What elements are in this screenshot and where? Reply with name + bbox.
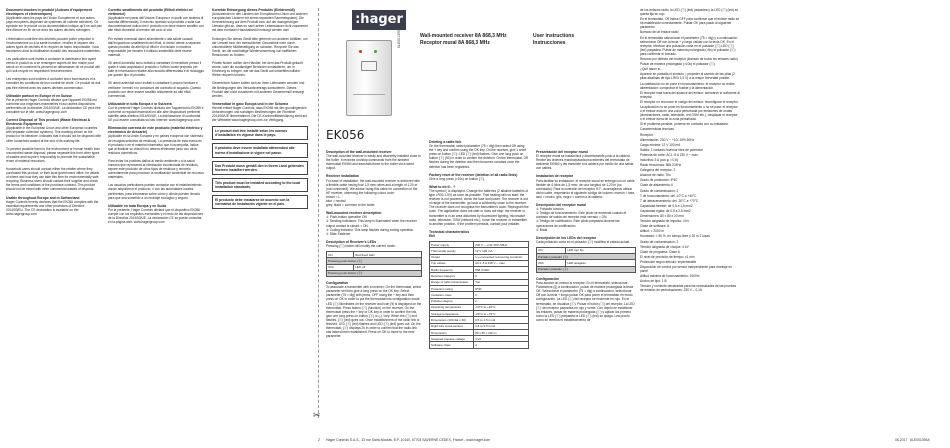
text-line: La aplicación no se pone en funcionamiento o no se para: el receptor o el emisor está en una zona perturbada por emisiones de ondas (iluminaciones, radio, televisión, red GSM etc.), desplazar el receptor o el emisor fuera de la zona perturbada.	[640, 104, 738, 122]
table-cell: OFF	[327, 264, 354, 270]
table-cell: Red fixed LED	[354, 251, 422, 257]
text-line: Disposición de control por sensor independiente para montaje en panel	[640, 264, 732, 274]
section-text: Give a long press (>10s) on button (Ⓘ).	[429, 176, 486, 181]
text-block	[212, 161, 308, 175]
table-cell: ON	[537, 247, 566, 253]
section-text: (Applicable dans les pays de l'Union Européenne et aux autres pays européens disposant de systèmes de collecte sélective). Ce symbole sur le produit ou sa documentation indique qu'il ne doit pas être éliminé en fin de vie avec les autres déchets ménagers.	[6, 16, 102, 33]
footer-address: Hager Controls S.A.S., 33 rue Saint-Nicolas, B.P. 10140, 67703 SAVERNE CEDEX, France - www.hager.com	[326, 438, 491, 442]
table-row	[430, 342, 529, 348]
section-heading: What to do if... ?	[429, 184, 456, 189]
list-item: ① Pulsador función	[536, 207, 564, 212]
text-block	[6, 8, 102, 33]
column-english-troubleshooting	[429, 140, 529, 353]
section-text: (Applicable in the European Union and other European countries with separate collection systems). This marking shown on the product or its literature, indicates that it should not be disposed with other household wasted at the end of its working life.	[6, 126, 101, 143]
text-block	[6, 94, 102, 114]
table-cell: Dimensions	[430, 329, 474, 335]
receiver-device-illustration	[346, 40, 392, 116]
text-block	[6, 37, 102, 53]
text-line: El receptor está fuera del alcance del emisor: acercarse lo suficiente al receptor.	[640, 90, 740, 99]
title-english: Wall-mounted receiver 8A 868,3 MHz	[420, 33, 507, 39]
list-item: ② Sending indicators: This lamp is illuminated when the receiver output contact is closed = ON.	[326, 219, 417, 228]
text-line: Grado de protección: IP40	[640, 178, 678, 183]
text-block	[108, 61, 204, 77]
text-line: Retorno por defecto del receptor (borrado de todos los enlaces radio)	[640, 57, 738, 62]
footer-date-code	[895, 438, 930, 442]
text-line: de los enlaces radio, la LED (Ⓘ) (led) parpadea y la LED (Ⓘ) (led) se queda fija en rojo.	[640, 8, 739, 17]
list-item: ② Testigo de funcionamiento. Este piloto se enciende cuando el contacto de salida del receptor está cerrado = ON.	[536, 211, 627, 220]
section-text: El producto debe instalarse de acuerdo con la normativa de instalación vigente en el país.	[215, 198, 290, 207]
section-text: On the thermostat, select parameter (75 = dig) then select Off using the + key and confirm using the OK key. On the receiver, give 1 short press on button (Ⓘ): LED (Ⓘ) (led) flashes. Give one long push on button (Ⓘ) (50) in order to confirm the deletion. On the thermostat, Off flashes during the deletion and then becomes constant once the deletion has been registered.	[429, 144, 528, 169]
section-heading: Descripción del receptor mural	[536, 203, 586, 208]
section-text: L'élimination contrôlée des déchets pouvant porter préjudice à l'environnement ou à la santé humaine, veuillez le séparer des autres types de déchets et le recycler de façon responsable. Vous favoriserez ainsi la réutilisation durable des ressources matérielles.	[6, 36, 101, 53]
section-heading: Description of Receiver's LEDs	[326, 239, 377, 244]
scissors-icon: ✂	[313, 410, 321, 420]
table-cell: Output	[430, 254, 474, 260]
table-cell: Insulation class	[430, 292, 474, 298]
text-block	[212, 37, 308, 57]
section-text: Par la présente Hager Controls déclare que l'appareil EK056 est conforme aux exigences essentielles et aux autres dispositions pertinentes de la directive 2014/53/UE. La déclaration CE peut être consultée sur le site: www.hagergroup.com	[6, 97, 101, 114]
side-code: 6LE001395A	[397, 27, 401, 48]
text-line: Clase de aislamiento: II	[640, 183, 674, 188]
section-heading: Configuración	[536, 277, 559, 281]
text-line: En el termostato seleccionar el parámetro (75 = dig) y a continuación seleccionar Off con la tecla + y luego validar con la tecla OK. En el receptor, efectuar una pulsación corta en el pulsador (Ⓘ) LED (Ⓘ) (led) parpadea. Pulsar de manera prolongada (>5s) el pulsador (Ⓘ) para confirmar el borrado.	[640, 35, 738, 56]
text-block	[6, 167, 102, 192]
section-text: The symbol ¦ is displayed: Change the batteries (2 alkaline batteries of type LR03 1.5V) as soon as possible. That heating will not start: the receiver is not powered, check the fuse and power. The receiver is out of range of the transmitter, go back a sufficiently close to the receiver. The receiver does not recognise the transmitter's code: Reprogram the code. The application does not start or does not stop: the receiver or transmitter is in an area disturbed by fluorescent lighting, microwave radio, television, GSM (network etc.), move the receiver or transmitter to another position. If the problem persists, contact your installer.	[429, 188, 529, 226]
table-cell: 0.5 to 1.5 mm2	[474, 317, 529, 323]
text-line: Altitud máxima de funcionamiento: 2000m	[640, 274, 700, 279]
text-block	[108, 102, 204, 122]
text-line: Tensión asignada de impulso: 4 kV	[640, 219, 690, 224]
section-heading: Description of the wall-mounted receiver	[326, 150, 392, 154]
section-text: Los usuarios particulares pueden contactar con el establecimiento donde adquirieron el producto, o con las autoridades locales pertinentes, para informarse sobre cómo y dónde pueden llevarlo para que sea sometido a un reciclaje ecológico y seguro.	[108, 183, 202, 200]
text-line: Borrado de un enlace radio	[640, 30, 679, 35]
table-cell: AC1: 8 A 230 V ~ max.	[474, 260, 529, 266]
table-cell: Dimensions (100 dia x 40)	[430, 317, 474, 323]
text-block	[6, 57, 102, 73]
text-block	[108, 126, 204, 155]
table-cell: Pressing push-button (Ⓘ)	[327, 270, 422, 276]
list-item: ③ Coding indicator. This lamp flashes during coding operation.	[326, 227, 415, 232]
hager-logo: :hager	[352, 10, 406, 30]
text-line: Capacidad rígida: de 0,5 a 2,5 mm2	[640, 208, 691, 213]
section-text: (Applicabile nei paesi dell'Unione Europea e in quelli con sistema di raccolta differenziata). Il marchio riportato sul prodotto o sulla sua documentazione indica che il prodotto non deve essere smaltito con altri rifiuti domestici al termine del ciclo di vita.	[108, 16, 204, 33]
table-cell: A	[474, 342, 529, 348]
text-line: Características técnicas	[640, 127, 674, 132]
section-text: Hiermit erklärt Hager Controls, dass EK056 mit den grundlegenden Anforderungen und sonstigen Bestimmungen der Richtlinie 2014/53/UE übereinstimmt. Die CE-Konformitätserklärung steht auf der Webseite www.hagergroup.com zur Verfügung.	[212, 105, 307, 123]
table-cell: II	[474, 292, 529, 298]
text-line: ¿Qué hacer si...	[640, 67, 663, 72]
section-text: This product must be installed according to the local installation standards.	[215, 180, 301, 189]
section-text: Entsorgen Sie dieses Gerät bitte getrennt von anderen Abfällen, um der Umwelt bzw. der menschlichen Gesundheit nicht durch unkontrollierte Müllbeseitigung zu schaden. Recyceln Sie das Gerät, um die nachhaltige Wiederverwertung von stofflichen Ressourcen zu fördern.	[212, 36, 308, 57]
text-line: Radio frecuencia: 868,3 MHz	[640, 163, 682, 168]
text-block	[212, 102, 308, 122]
text-line: Grado de contaminación: 2	[640, 239, 679, 244]
list-item: ④ Brida	[536, 227, 548, 232]
text-block	[108, 37, 204, 57]
table-cell: Storage temperature	[430, 311, 474, 317]
section-heading: Usable throughout Europe and in Switzerland	[6, 195, 80, 200]
table-cell: LED off	[354, 264, 422, 270]
page-number: 2	[318, 438, 320, 442]
text-line: Salida: 1 contacto inversor libre de potencial	[640, 147, 703, 152]
text-block	[212, 81, 308, 97]
list-item: ③ Testigo de codificación. Este piloto parpadea durante las operaciones de codificación.	[536, 219, 620, 228]
table-cell: 12 V 100 mA	[474, 248, 529, 254]
section-text: (Aplicable en la Unión Europea y en países europeos con sistemas de recogida selectiva de residuos). La presencia de esta marca en el producto o en el material informativo que lo acompaña, indica que al finalizar su vida útil no deberá eliminarse junto con otros residuos domésticos.	[108, 134, 203, 155]
text-line: La calefacción no se pone en funcionamiento: el receptor no recibe alimentación: comprobar el fusible y la alimentación.	[640, 81, 735, 90]
table-cell: 0.5 to 2.5 mm2	[474, 323, 529, 329]
table-cell: Trip values	[430, 260, 474, 266]
section-text: The wall-mounted receiver is easily and discreetly installed close to the boiler. It receives run/stop commands from the ambient thermostat EK560 and transmits these to the boiler via a wired output.	[326, 154, 421, 171]
section-text: Les particuliers sont invités à contacter le distributeur leur ayant vendu le produit ou à se renseigner auprès de leur mairie pour savoir où et comment ils peuvent se débarrasser de ce produit afin qu'il soit recyclé en respectant l'environnement.	[6, 56, 101, 74]
column-german-disposal	[212, 8, 308, 212]
table-cell: Radio frequency	[430, 267, 474, 273]
wire-code: grey, black = common to the boiler.	[326, 203, 376, 208]
led-table	[536, 247, 636, 273]
section-heading: Eliminación correcta de este producto (material eléctrico y electrónico de descarte)	[108, 126, 203, 135]
section-text: Gli utenti aziendali sono invitati a contattare il proprio fornitore e verificare i termini e le condizioni del contratto di acquisto. Questo prodotto non deve essere smaltito unitamente ad altri rifiuti commerciali.	[108, 81, 201, 98]
section-text: Gewerbliche Nutzer sollten sich an Ihren Lieferanten wenden und die Bedingungen des Verkaufsvertrags konsultieren. Dieses Produkt darf nicht zusammen mit anderem Gewerbemüll entsorgt werden.	[212, 81, 305, 98]
red-led-icon	[359, 50, 362, 53]
table-cell: Pulsador pulsador (Ⓘ)	[537, 254, 636, 260]
text-block	[212, 61, 308, 77]
table-cell: Pulsador pulsador (Ⓘ)	[537, 266, 636, 272]
text-block	[6, 196, 102, 216]
section-heading: Configuration	[326, 281, 349, 286]
section-heading: Utilizable en toda Europa y en Suiza	[108, 203, 167, 208]
section-heading: Corretto smaltimento del prodotto (Rifiuti elettrici ed elettronici)	[108, 8, 193, 17]
table-cell: 868,3 MHz	[474, 267, 529, 273]
product-titles	[420, 33, 507, 47]
table-cell: IP40	[474, 285, 529, 291]
text-line: Pulsar de manera prolongada (>10s) el pulsador (Ⓘ).	[640, 62, 716, 67]
text-line: Grado de contaminación: 2	[640, 188, 679, 193]
table-cell: Range of radio transmission	[430, 279, 474, 285]
text-block	[212, 195, 308, 209]
section-subheading: Ek0	[429, 233, 436, 238]
text-block	[6, 147, 102, 163]
table-cell: ON	[327, 251, 354, 257]
text-block	[212, 126, 308, 140]
table-cell: Assigned impulse voltage	[430, 336, 474, 342]
table-cell: LED rojo fijo	[566, 247, 636, 253]
section-heading: Utilisable partout en Europe et en Suisse	[6, 93, 72, 98]
text-line: Carga mínima: 12 V 100 mA	[640, 142, 681, 147]
text-line: T de almacenamiento: del -20°C a +70°C	[640, 198, 699, 203]
text-line: Clase de software: A	[640, 224, 670, 229]
manual-titles	[533, 33, 574, 47]
push-button-icon	[361, 61, 377, 71]
text-block	[108, 183, 204, 199]
section-text: Private Nutzer sollten den Händler, bei dem das Produkt gekauft wurde, oder die zuständigen Behörden kontaktieren, um in Erfahrung zu bringen, wie sie das Gerät auf umweltfreundliche Weise recyceln können.	[212, 61, 303, 78]
text-line: Si el problema persiste, ponerse en contacto con su instalador.	[640, 122, 729, 127]
section-text: El receptor mural se instala fácil y discretamente junto a la caldera. Recibe las órdenes marcha/parada procedentes del termostato de ambiente EK560 y las transmite a la caldera por medio de una salida con cables.	[536, 154, 634, 171]
manual-title-english: User instructions	[533, 33, 575, 39]
column-spanish-description	[536, 150, 636, 326]
table-cell: 2	[474, 273, 529, 279]
text-line: Humedad: < 95 %, en campo libre y 20 m 2 losas	[640, 234, 710, 239]
section-text: Para facilitar su instalación, el receptor mural se entrega con un cable flexible de 4 hilos de 1,5 mm², de una longitud de 1,20 m (no conectado). Para la conexión del receptor H.F., aconsejamos utilizar dicho cable, respetando el siguiente código de colores: marrón = fase, azul = neutro, gris, negro = común a la caldera.	[536, 178, 636, 199]
section-text: Con la presente Hager Controls dichiara che l'apparecchio EK056 è conforme ai requisiti essenziali ed alle altre disposizioni pertinenti stabilite dalla direttiva 2014/53/UE. La dichiarazione di conformità UE può essere consultata sul sito Internet: www.hagergroup.com	[108, 105, 204, 123]
table-cell: -20°C to +70°C	[474, 311, 529, 317]
text-line: Clase de programa: Clase A	[640, 249, 680, 254]
text-line: Receptor	[640, 132, 653, 137]
table-cell: Operating temperature	[430, 304, 474, 310]
section-heading: Correct Disposal of This product (Waste Electrical & Electronic Equipment)	[6, 118, 91, 127]
text-line: El receptor no reconoce el código del emisor: reconfigurar el receptor.	[640, 99, 739, 104]
section-heading: Factory reset of the receiver (deletion of all radio links)	[429, 172, 518, 177]
led-table	[326, 251, 422, 277]
section-text: Household users should contact either the retailer where they purchased this product, or their local government office, for details of where and how they can take this item for environmentally safe recycling. Business users should contact their supplier and check the terms and conditions of the purchase contract. This product should not be mixed with other commercial wastes of disposal.	[6, 167, 100, 192]
section-heading: Technical characteristics	[429, 229, 470, 234]
section-text: To associate a transmitter with a receiver: On the thermostat, select parameter set then give a long press on the OK key. Select parameter (75 = dig) with press, OFF using the + key and then press on OK in order to put the thermostat into configuration mode. LED (Ⓘ) illuminates on the receiver and icon (¥) is displayed on the thermostat. Press button (Ⓘ) (function) on the receiver. On the thermostat press the + key or OK key in order to confirm the link, give one long press on button (Ⓘ) or (-) / key. When the (Ⓘ) end flashes, (Ⓘ) (led) goes out. Once establishment of the radio link is finished, LED (Ⓘ) (led) flashes and LED (Ⓘ) (led) goes out. On the thermostat, (Ⓘ) displays 2h in order to confirm that the radio-link has indeed been established. Press on OK to move to the next parameter.	[326, 285, 422, 339]
footer-date: 06.2017	[895, 438, 908, 442]
text-line: Categoría del receptor: 2	[640, 168, 676, 173]
section-heading: Verwendbar in ganz Europa und in der Schweiz	[212, 101, 289, 106]
text-line: Altitud: < 2000 m	[640, 229, 665, 234]
section-heading: Utilizzabile in tutta Europa e in Svizzera	[108, 101, 172, 106]
section-heading: Instalación de receptor	[536, 174, 574, 179]
section-heading: Deleting a radio link	[429, 140, 462, 144]
section-text: Les entreprises sont invitées à contacter leurs fournisseurs et à consulter les conditions de leur contrat de vente. Ce produit ne doit pas être éliminé avec les autres déchets commerciaux.	[6, 77, 101, 90]
wire-code: blue = neutral	[326, 199, 346, 204]
column-spanish-characteristics	[640, 8, 740, 294]
text-block	[108, 159, 204, 179]
text-block	[108, 8, 204, 33]
section-text: Hager Controls hereby declares that the EK056 complies with the essential requirements and other provisions of Directive 2014/53/EU. The CE declaration is available on the: www.hagergroup.com	[6, 199, 99, 216]
column-english-description	[326, 150, 422, 342]
table-cell: Software class	[430, 342, 474, 348]
list-item: ④ Slide Fastener.	[326, 231, 352, 236]
section-text: To prevent possible harm to the environment or human health from uncontrolled waste disposal, please separate this from other types of wastes and recycle it responsibly to promote the sustainable reuse of material resources.	[6, 146, 101, 163]
text-block	[108, 204, 204, 224]
section-text: (Anzuwenden in den Ländern der Europäischen Union und anderen europäischen Ländern mit einem separaten Sammelsystem). Die Kennzeichnung auf dem Produkt bzw. auf der dazugehörigen Literatur gibt an, dass es nach seiner Lebensdauer nicht zusammen mit dem normalen Haushaltsmüll entsorgt werden darf.	[212, 12, 308, 33]
manual-title-spanish: Instrucciones	[533, 40, 566, 46]
section-text: Cada pulsación corta en el pulsador (Ⓘ) modifica el estado actual.	[536, 239, 630, 244]
cut-line	[318, 8, 319, 418]
column-french-english-disposal	[6, 8, 102, 220]
table-cell: 1 µ-connected recovering contactor	[474, 254, 529, 260]
table-cell: 230 V ~ +10/-15% 50Hz	[474, 241, 529, 247]
text-line: Protección según artículo: impermeable	[640, 259, 697, 264]
text-block	[6, 118, 102, 143]
section-text: Para evitar los posibles daños al medio ambiente o a la salud humana que representa la eliminación incontrolada de residuos, separe este producto de otros tipos de residuos y recíclelo correctamente para promover la reutilización sostenible de recursos materiales.	[108, 158, 204, 180]
section-text: Per evitare eventuali danni all'ambiente o alla salute causati dall'inopportuno smaltimento dei rifiuti, si invita l'utente a separare questo prodotto da altri tipi di rifiuti e di riciclarlo in maniera responsabile per favorire il riutilizzo sostenibile delle risorse materiali.	[108, 36, 201, 57]
text-line: En el termostato, Off indica OFF para confirmar que el enlace radio se ha establecido correctamente. Pulsar OK para pasar al siguiente parámetro.	[640, 17, 740, 30]
section-text: For ease of installation, the wall-mounted receiver is delivered with a flexible cable having four 1.5 mm² wires and a length of 1.20 m (not connected). We advise using this cable for connection of the HF receiver, observing the following colour code:	[326, 178, 420, 195]
table-cell: 80 x 80 x 20mm	[474, 329, 529, 335]
text-block	[212, 178, 308, 192]
text-line: Alcance de radio: Trio	[640, 173, 671, 178]
section-text: Pressing (Ⓘ) button will modify the current mode.	[326, 243, 396, 248]
table-cell: -10°C to +40°C	[474, 304, 529, 310]
text-line: Alimentación: 230 V ~ +10/-15% 50Hz	[640, 137, 695, 142]
section-heading: Korrekte Entsorgung dieses Produkts (Elektromüll)	[212, 8, 295, 12]
table-cell: Receiver category	[430, 273, 474, 279]
text-block	[6, 77, 102, 89]
table-cell: 4 kV	[474, 336, 529, 342]
section-text: Por la presente, Hager Controls declara que el dispositivo EK056 cumple con los requisitos esenciales y el resto de las disposiciones de la Directiva 2014/53/UE. La declaración CE se puede consultar en la página web: www.hagergroup.com	[108, 207, 203, 225]
text-line: Potencia de corte: AC1: 8 A 230 V ~ máx.	[640, 152, 699, 157]
section-heading: Descripción de los LEDs del receptor	[536, 235, 597, 240]
table-cell: Power supply	[430, 241, 474, 247]
section-heading: Document drucken in produkt (Auteurs d'équipement électriques et électroniques)	[6, 8, 92, 17]
column-italian-spanish-disposal	[108, 8, 204, 228]
section-text: Le produit doit être installé selon les normes d'installation en vigueur dans le pays.	[215, 129, 288, 138]
text-line: Acción de tipo: 1.B	[640, 279, 667, 284]
list-item: ① Push-button operation ON	[326, 215, 367, 220]
text-line: Aparece en pantalla el símbolo ¦: proceder al cambio de las pilas (2 pilas alcalinas de tipo LR03 1,5 V) a la mayor brevedad posible.	[640, 72, 735, 81]
text-line: Dimensiones: 80 x 80 x 20 mm	[640, 214, 684, 219]
footer-code: 6LE001395A	[910, 438, 930, 442]
table-cell: Rigid wire cross-section	[430, 323, 474, 329]
section-heading: Receiver installation	[326, 174, 359, 179]
spec-table	[429, 241, 529, 349]
section-text: Gli utenti domestici sono invitati a contattare il rivenditore presso il quale è stato acquistato il prodotto o l'ufficio locale preposto per tutte le informazioni relative alla raccolta differenziata e al riciclaggio per questo tipo di prodotto.	[108, 61, 204, 78]
text-block	[212, 8, 308, 33]
section-text: Das Produkt muss gemäß den in Ihrem Land geltenden Normen installiert werden.	[215, 163, 304, 172]
green-led-icon	[374, 50, 377, 53]
text-line: El nivel de precisión de tiempo: ±1 min	[640, 254, 695, 259]
wire-code: brown = L	[326, 194, 341, 199]
table-cell: Protection rating	[430, 285, 474, 291]
text-block	[108, 81, 204, 97]
table-cell: Pollution degree	[430, 298, 474, 304]
section-text: Il prodotto deve essere installato attenendosi alle norme d'installazione in vigore nel paese.	[215, 146, 295, 155]
table-cell: LED apagado	[566, 260, 636, 266]
title-spanish: Receptor mural 8A 868,3 MHz	[420, 40, 490, 46]
text-line: T de funcionamiento: del -10°C a +40°C	[640, 193, 697, 198]
table-cell: Thermostat supply	[430, 248, 474, 254]
text-line: Inductiva: 3 A (cos φ = 0,6)	[640, 158, 678, 162]
table-cell: Pressing push-button (Ⓘ)	[327, 258, 422, 264]
table-cell: OFF	[537, 260, 566, 266]
text-line: Tensión y corriente declaradas para las necesidades de las pruebas de emisión de perturbaciones: 230 V – 0,1A	[640, 284, 737, 293]
text-block	[212, 143, 308, 157]
model-number: EK056	[326, 128, 365, 142]
cable-outlet-icon	[353, 94, 385, 107]
text-line: Tensión asignada de choque: 4 kV	[640, 244, 689, 249]
section-text: Para asociar un emisor al receptor: En el termostato, seleccionar Parámetros (§) a continuación, pulsar de manera prolongada la tecla OK. Seleccionar el parámetro (75 = dig) a continuación, seleccionar Off con la tecla + luego pulsar OK para poner el termostato en modo configuración. La LED (Ⓘ) del receptor se enciende en rojo. En el termostato, se visualiza (Ⓘ). Pulsar el botón (Ⓘ) del receptor. La LED (Ⓘ) del receptor parpadea en rojo y verde. Con objeto de establecer los enlaces, pulsar de manera prolongada (Ⓘ) y aplicar los primero como la LED (Ⓘ) parpadea la LED (Ⓘ) (led) se apaga. Lea pronto como se termina el establecimiento de	[536, 281, 635, 322]
text-line: Capacidad flexible: de 0,5 a 1,5 mm2	[640, 203, 693, 208]
table-cell: Trio	[474, 279, 529, 285]
table-cell: 2	[474, 298, 529, 304]
section-heading: Wall-mounted receiver description	[326, 211, 382, 216]
section-heading: Presentación del receptor mural	[536, 150, 588, 154]
